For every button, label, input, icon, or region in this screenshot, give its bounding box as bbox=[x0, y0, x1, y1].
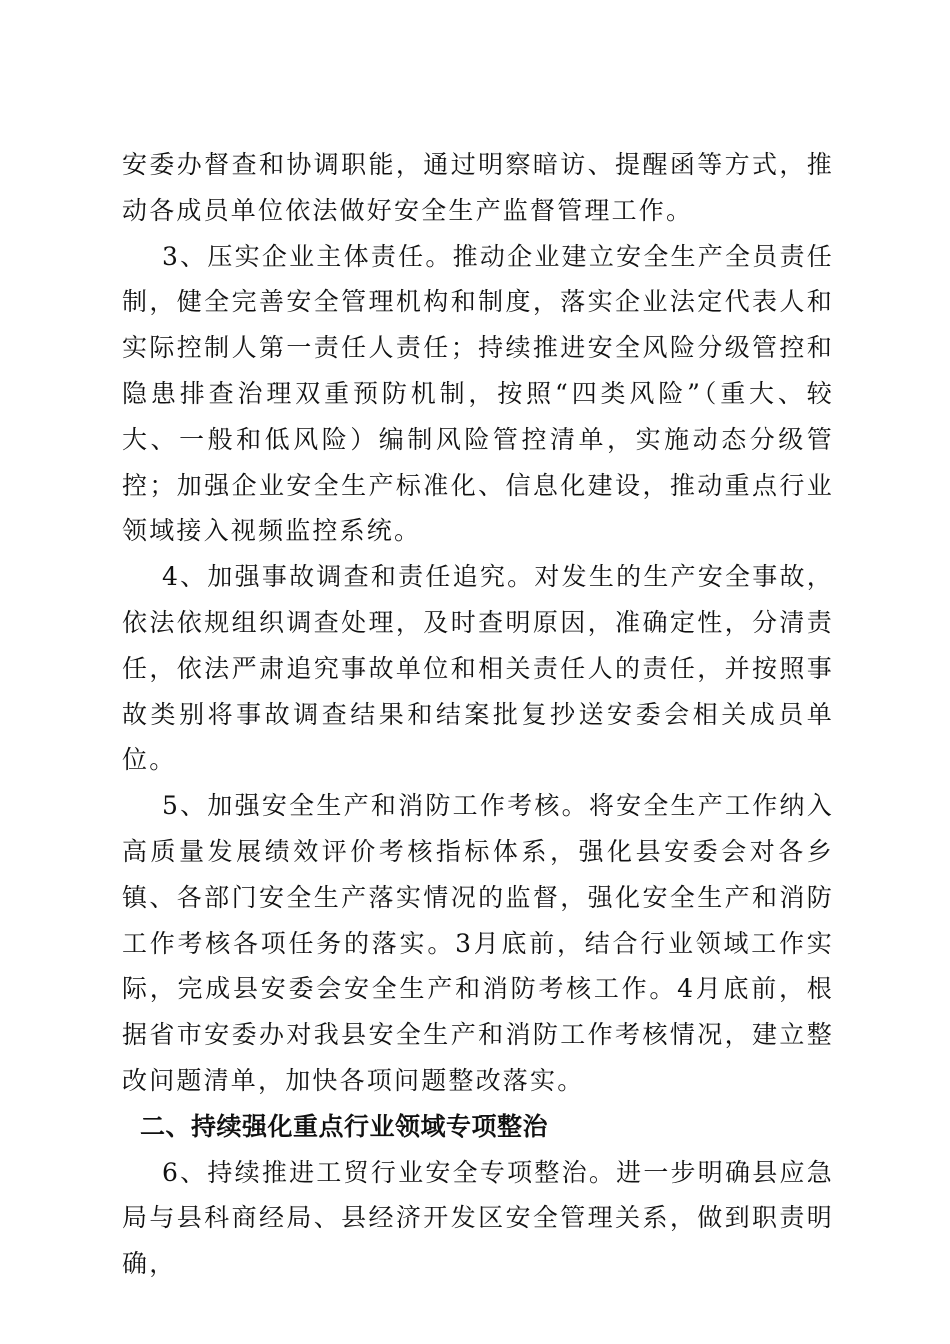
paragraph-item-3: 3、压实企业主体责任。推动企业建立安全生产全员责任制，健全完善安全管理机构和制度，落实企业法定代表人和实际控制人第一责任人责任；持续推进安全风险分级管控和隐患排查治理双重预防机制，按照“四类风险”（重大、较大、一般和低风险）编制风险管控清单，实施动态分级管控；加强企业安全生产标准化、信息化建设，推动重点行业领域接入视频监控系统。 bbox=[122, 241, 834, 546]
section-heading-2: 二、持续强化重点行业领域专项整治 bbox=[140, 1111, 549, 1141]
paragraph-item-5: 5、加强安全生产和消防工作考核。将安全生产工作纳入高质量发展绩效评价考核指标体系，强化县安委会对各乡镇、各部门安全生产落实情况的监督，强化安全生产和消防工作考核各项任务的落实。3月底前，结合行业领域工作实际，完成县安委会安全生产和消防考核工作。4月底前，根据省市安委办对我县安全生产和消防工作考核情况，建立整改问题清单，加快各项问题整改落实。 bbox=[122, 791, 834, 1095]
document-page bbox=[122, 142, 834, 1287]
paragraph-continuation: 安委办督查和协调职能，通过明察暗访、提醒函等方式，推动各成员单位依法做好安全生产监督管理工作。 bbox=[122, 150, 834, 225]
paragraph-item-4: 4、加强事故调查和责任追究。对发生的生产安全事故，依法依规组织调查处理，及时查明原因，准确定性，分清责任，依法严肃追究事故单位和相关责任人的责任，并按照事故类别将事故调查结果和结案批复抄送安委会相关成员单位。 bbox=[122, 562, 834, 775]
paragraph-item-6: 6、持续推进工贸行业安全专项整治。进一步明确县应急局与县科商经局、县经济开发区安全管理关系，做到职责明确， bbox=[122, 1157, 834, 1279]
